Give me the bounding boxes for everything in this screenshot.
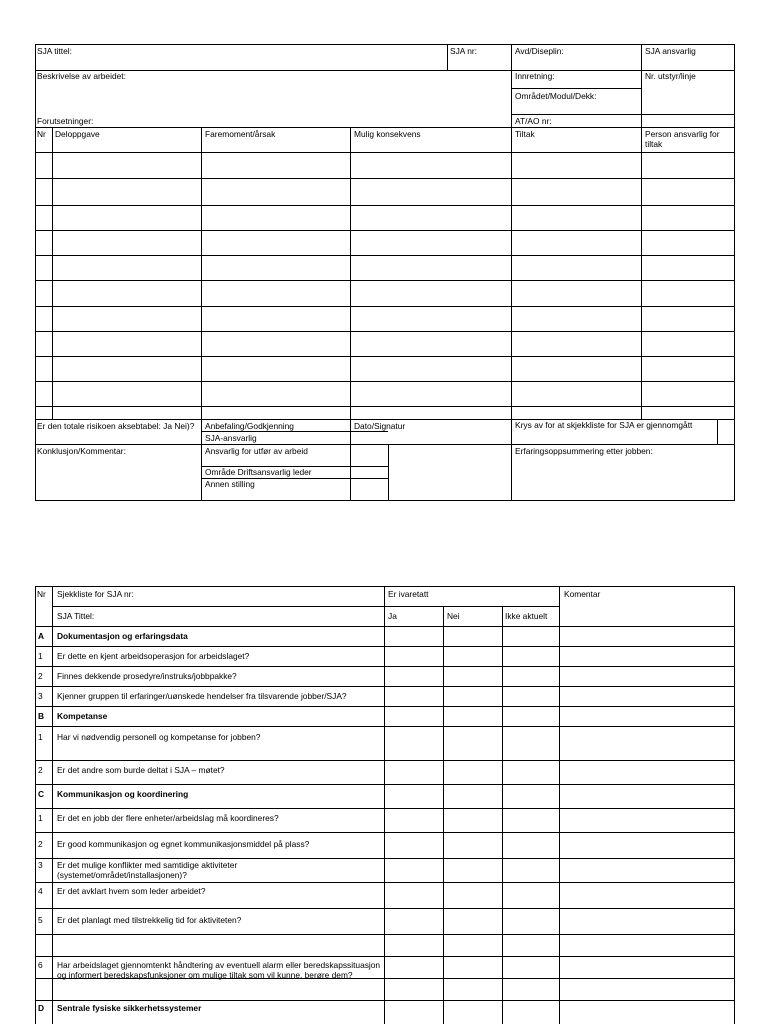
row-nr: D (38, 1003, 45, 1013)
not-applicable-label: Ikke aktuelt (505, 611, 548, 621)
checklist-reviewed-label: Krys av for at skjekkliste for SJA er gjennomgått (515, 420, 693, 430)
executor-label: Ansvarlig for utfør av arbeid (205, 446, 308, 456)
date-signature-label: Dato/Signatur (354, 421, 406, 431)
checklist-question: Er det en jobb der flere enheter/arbeidslag må koordineres? (57, 813, 279, 823)
checklist-sja-title-label: SJA Tittel: (57, 611, 95, 621)
row-nr: B (38, 711, 45, 721)
checklist-col-nr: Nr (37, 589, 46, 599)
equipment-number-label: Nr. utstyr/linje (645, 71, 696, 81)
col-nr: Nr (37, 129, 46, 139)
row-nr: 1 (38, 732, 43, 742)
department-label: Avd/Diseplin: (515, 46, 564, 56)
row-nr: C (38, 789, 45, 799)
comment-label: Komentar (564, 589, 601, 599)
sja-role-label: SJA-ansvarlig (205, 433, 257, 443)
checklist-question: Er det andre som burde deltat i SJA – møtet? (57, 765, 225, 775)
checklist-question: Er det mulige konflikter med samtidige aktiviteter (systemet/området/installasjonen)? (57, 860, 238, 880)
experience-summary-label: Erfaringsoppsummering etter jobben: (515, 446, 653, 456)
row-nr: 2 (38, 839, 43, 849)
row-nr: 3 (38, 860, 43, 870)
prerequisites-label: Forutsetninger: (37, 116, 94, 126)
sja-title-label: SJA tittel: (37, 46, 72, 56)
checklist-question: Finnes dekkende prosedyre/instruks/jobbpakke? (57, 671, 237, 681)
checklist-question: Er det avklart hvem som leder arbeidet? (57, 886, 206, 896)
row-nr: 2 (38, 765, 43, 775)
checklist-sja-nr-label: Sjekkliste for SJA nr: (57, 589, 134, 599)
col-measure: Tiltak (515, 129, 535, 139)
yes-label: Ja (388, 611, 397, 621)
conclusion-label: Konklusjon/Kommentar: (37, 446, 126, 456)
no-label: Nei (447, 611, 460, 621)
col-hazard: Faremoment/årsak (205, 129, 276, 139)
section-heading: Sentrale fysiske sikkerhetssystemer (57, 1003, 202, 1013)
row-nr: A (38, 631, 45, 641)
row-nr: 3 (38, 691, 43, 701)
installation-label: Innretning: (515, 71, 555, 81)
col-consequence: Mulig konsekvens (354, 129, 421, 139)
at-ao-label: AT/AO nr: (515, 116, 552, 126)
other-position-label: Annen stilling (205, 479, 255, 489)
sja-checklist (35, 586, 735, 1024)
checklist-question: Er good kommunikasjon og egnet kommunikasjonsmiddel på plass? (57, 839, 310, 849)
col-person-responsible: Person ansvarlig for tiltak (645, 129, 720, 149)
checklist-reviewed-checkbox[interactable] (718, 420, 734, 444)
section-heading: Kompetanse (57, 711, 108, 721)
sja-nr-label: SJA nr: (450, 46, 477, 56)
recommendation-label: Anbefaling/Godkjenning (205, 421, 294, 431)
risk-acceptable-question: Er den totale risikoen aksebtabel: Ja Nei)? (37, 421, 195, 431)
sja-form (35, 44, 735, 500)
row-nr: 2 (38, 671, 43, 681)
checklist-question: Kjenner gruppen til erfaringer/uønskede hendelser fra tilsvarende jobber/SJA? (57, 691, 347, 701)
sja-responsible-label: SJA ansvarlig (645, 46, 696, 56)
col-subtask: Deloppgave (55, 129, 100, 139)
checklist-question: Har vi nødvendig personell og kompetanse for jobben? (57, 732, 261, 742)
row-nr: 4 (38, 886, 43, 896)
area-lead-label: Område Driftsansvarlig leder (205, 467, 312, 477)
section-heading: Dokumentasjon og erfaringsdata (57, 631, 188, 641)
checklist-question: Har arbeidslaget gjennomtenkt håndtering av eventuell alarm eller beredskapssituasjon og informert beredskapsfunksjoner om mulige tiltak som vil kunne, berøre dem? (57, 960, 381, 980)
row-nr: 6 (38, 960, 43, 970)
row-nr: 1 (38, 651, 43, 661)
section-heading: Kommunikasjon og koordinering (57, 789, 189, 799)
row-nr: 1 (38, 813, 43, 823)
work-description-label: Beskrivelse av arbeidet: (37, 71, 126, 81)
row-nr: 5 (38, 915, 43, 925)
checklist-question: Er dette en kjent arbeidsoperasjon for arbeidslaget? (57, 651, 250, 661)
area-module-label: Området/Modul/Dekk: (515, 91, 597, 101)
handled-label: Er ivaretatt (388, 589, 429, 599)
checklist-question: Er det planlagt med tilstrekkelig tid for aktiviteten? (57, 915, 242, 925)
